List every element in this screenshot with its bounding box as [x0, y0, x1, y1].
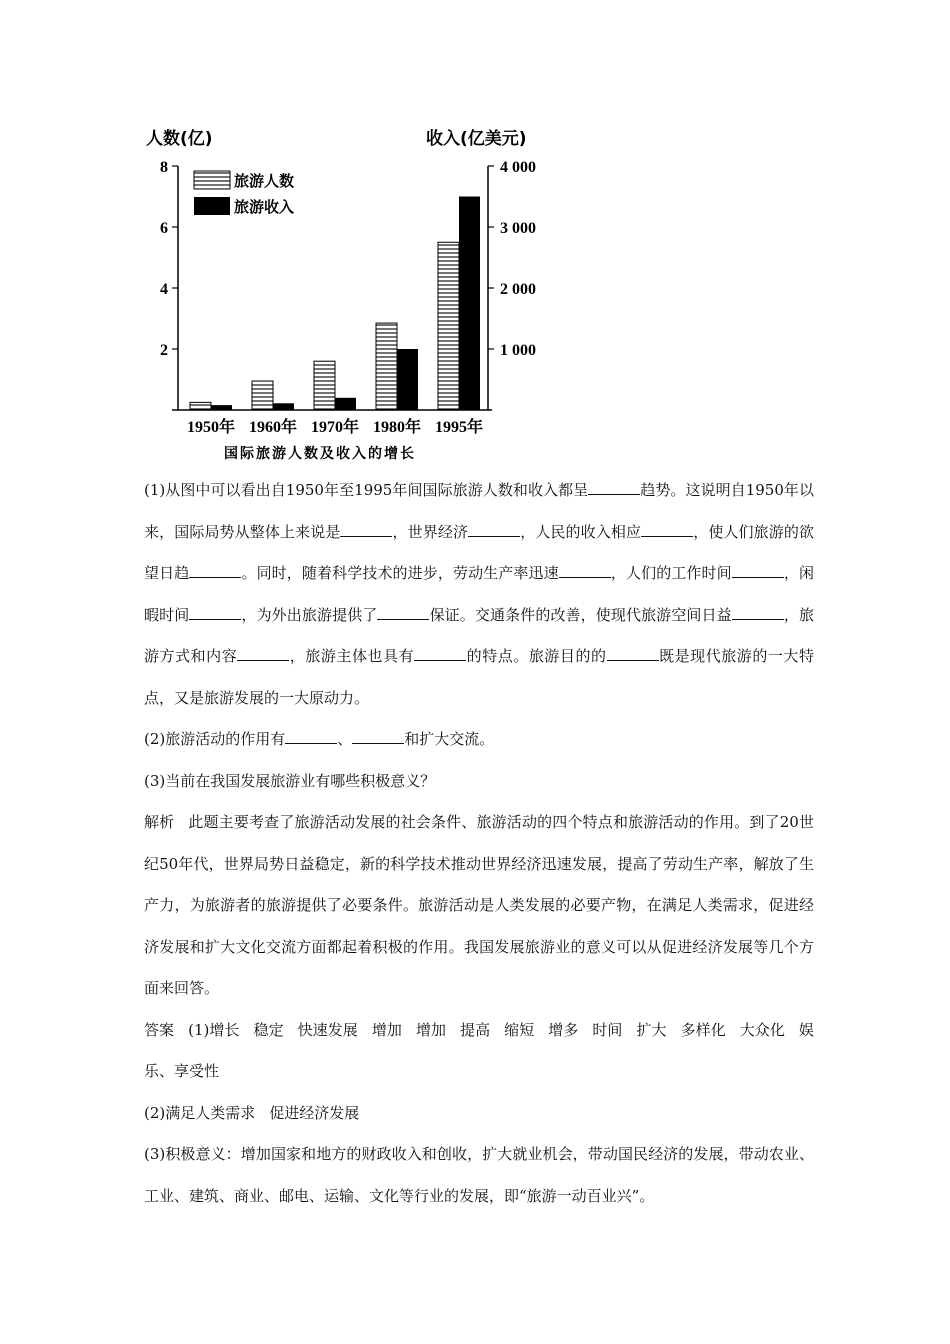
answer-item: 多样化: [680, 1020, 726, 1039]
q1-text: ，世界经济: [392, 522, 469, 541]
left-tick-label: 4: [160, 281, 168, 298]
blank[interactable]: [285, 729, 337, 744]
blank[interactable]: [352, 729, 404, 744]
analysis: [144, 802, 814, 1010]
legend-label-visitors: 旅游人数: [234, 172, 295, 190]
blank[interactable]: [588, 480, 640, 495]
legend-swatch-visitors: [194, 171, 230, 189]
answer-1-prefix: (1): [188, 1020, 210, 1039]
bar-revenue: [459, 197, 480, 411]
left-tick-label: 6: [160, 220, 168, 237]
q1-text: ，为外出旅游提供了: [241, 605, 378, 624]
q1-text: 的特点。旅游目的的: [466, 647, 607, 665]
answer-3: (3)积极意义：增加国家和地方的财政收入和创收，扩大就业机会，带动国民经济的发展，带动农业、工业、建筑、商业、邮电、运输、文化等行业的发展，即“旅游一动百业兴”。: [144, 1145, 814, 1205]
q1-text: ，人们的工作时间: [610, 564, 732, 582]
question-1: [144, 470, 814, 719]
bar-revenue: [397, 349, 418, 410]
bar-visitors: [252, 381, 273, 410]
legend-swatch-revenue: [194, 197, 230, 215]
q1-text: ，旅游方式和内容: [144, 605, 814, 665]
answer-item: 扩大: [636, 1020, 667, 1039]
left-tick-label: 2: [160, 342, 168, 359]
bar-revenue: [273, 403, 294, 410]
blank[interactable]: [559, 563, 611, 578]
answer-item: 增加: [371, 1020, 402, 1039]
answer-1: [144, 1010, 814, 1093]
answer-2-prefix: (2): [144, 1103, 166, 1122]
blank[interactable]: [732, 563, 784, 578]
answer-item: 增加: [415, 1020, 447, 1039]
legend: [194, 171, 294, 216]
q1-text: 保证。交通条件的改善，使现代旅游空间日益: [429, 605, 732, 624]
bars: [190, 197, 480, 411]
q1-text: ，闲暇时间: [144, 564, 814, 624]
answer-item: 提高: [460, 1020, 491, 1039]
bar-visitors: [376, 323, 397, 410]
question-3: (3)当前在我国发展旅游业有哪些积极意义？: [144, 771, 436, 790]
q1-text: 既是现代旅游的一大特点，又是旅游发展的一大原动力。: [144, 647, 814, 707]
right-tick-label: 4 000: [500, 159, 536, 176]
bar-visitors: [314, 361, 335, 410]
answer-item: 促进经济发展: [269, 1103, 360, 1122]
category-label: 1950年: [186, 419, 236, 436]
left-tick-label: 8: [160, 159, 168, 176]
q2-text: (2)旅游活动的作用有: [144, 730, 286, 748]
answer-item: 满足人类需求: [165, 1103, 256, 1122]
q1-text: ，旅游主体也具有: [289, 647, 415, 665]
q1-text: 趋势。这说明自1950年以来，国际局势从整体上来说是: [144, 481, 814, 541]
analysis-text: 此题主要考查了旅游活动发展的社会条件、旅游活动的四个特点和旅游活动的作用。到了20世纪50年代，世界局势日益稳定，新的科学技术推动世界经济迅速发展，提高了劳动生产率，解放了生产力，为旅游者的旅游提供了必要条件。旅游活动是人类发展的必要产物，在满足人类需求，促进经济发展和扩大文化交流方面都起着积极的作用。我国发展旅游业的意义可以从促进经济发展等几个方面来回答。: [144, 813, 814, 997]
q1-text: (1)从图中可以看出自1950年至1995年间国际旅游人数和收入都呈: [144, 481, 589, 499]
answer-label: 答案: [144, 1020, 175, 1039]
right-tick-label: 1 000: [500, 342, 536, 359]
bar-visitors: [438, 242, 459, 410]
answer-2: [144, 1093, 814, 1135]
chart-caption: 国际旅游人数及收入的增长: [224, 446, 416, 462]
blank[interactable]: [189, 605, 241, 620]
q2-text: 、: [337, 730, 353, 748]
question-2: [144, 719, 814, 761]
answer-item: 时间: [592, 1020, 623, 1039]
left-axis-ticks: [160, 159, 178, 359]
blank[interactable]: [414, 646, 466, 661]
blank[interactable]: [237, 646, 289, 661]
bar-chart: [140, 120, 570, 465]
category-label: 1960年: [248, 419, 298, 436]
blank[interactable]: [468, 522, 520, 537]
category-label: 1980年: [372, 419, 422, 436]
bar-visitors: [190, 402, 211, 410]
answer-item: 快速发展: [297, 1020, 358, 1039]
right-tick-label: 3 000: [500, 220, 536, 237]
right-axis-title: 收入(亿美元): [426, 129, 527, 149]
answer-item: 稳定: [253, 1020, 284, 1039]
answer-item: 娱乐、享受性: [144, 1020, 814, 1080]
answer-item: 增长: [209, 1020, 240, 1039]
right-tick-label: 2 000: [500, 281, 536, 298]
blank[interactable]: [641, 522, 693, 537]
category-label: 1995年: [434, 419, 484, 436]
blank[interactable]: [377, 605, 429, 620]
blank[interactable]: [607, 646, 659, 661]
category-labels: [187, 417, 483, 436]
answer-item: 增多: [548, 1020, 579, 1039]
analysis-label: 解析: [144, 813, 175, 831]
question-text: [144, 470, 814, 1217]
bar-revenue: [211, 405, 232, 410]
category-label: 1970年: [310, 419, 360, 436]
q2-text: 和扩大交流。: [404, 730, 495, 748]
blank[interactable]: [189, 563, 241, 578]
left-axis-title: 人数(亿): [146, 129, 213, 149]
answer-item: 大众化: [739, 1020, 785, 1039]
right-axis-ticks: [488, 159, 536, 359]
blank[interactable]: [732, 605, 784, 620]
answer-item: 缩短: [504, 1020, 535, 1039]
legend-label-revenue: 旅游收入: [234, 198, 295, 216]
q1-text: ，使人们旅游的欲望日趋: [144, 522, 814, 582]
blank[interactable]: [340, 522, 392, 537]
q1-text: ，人民的收入相应: [520, 522, 642, 541]
q1-text: 。同时，随着科学技术的进步，劳动生产率迅速: [241, 564, 559, 582]
bar-revenue: [335, 398, 356, 410]
